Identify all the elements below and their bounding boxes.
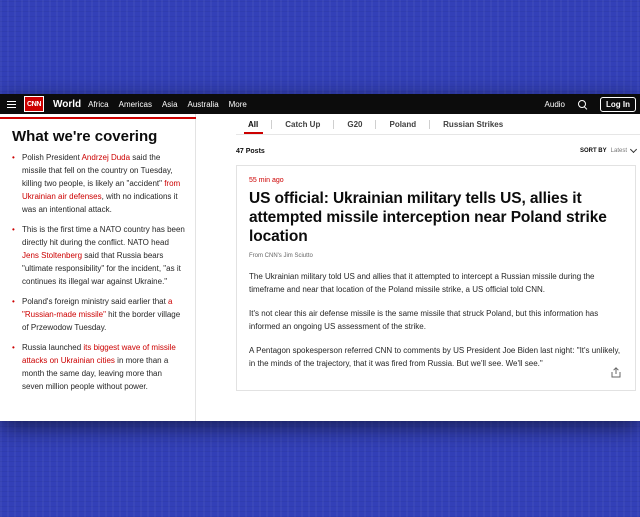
- list-item: • Russia launched its biggest wave of missile attacks on Ukrainian cities in more than a month the same day, leaving more than seven million people without power.: [12, 341, 185, 393]
- tabs-divider: [236, 134, 640, 135]
- posts-count: 47 Posts: [236, 147, 265, 155]
- post-paragraph: The Ukrainian military told US and allies that it attempted to intercept a Russian missile during the timeframe and near that location of the Poland missile strike, a US official told CNN.: [249, 272, 595, 294]
- nav-right: [545, 94, 636, 114]
- covering-sidebar: [0, 114, 196, 421]
- nav-links: [88, 100, 247, 109]
- covering-list: [12, 151, 185, 393]
- tab-catch-up[interactable]: Catch Up: [285, 119, 321, 129]
- post-paragraph: It's not clear this air defense missile is the same missile that struck Poland, but this information has informed an ongoing US assessment of the strike.: [249, 309, 599, 331]
- menu-icon[interactable]: [0, 94, 22, 114]
- covering-title: What we're covering: [12, 128, 158, 145]
- post-card: [236, 165, 636, 391]
- sort-value[interactable]: Latest: [610, 148, 627, 154]
- posts-meta: [236, 146, 640, 156]
- share-icon[interactable]: [611, 367, 621, 378]
- audio-link[interactable]: Audio: [544, 99, 565, 109]
- nav-link-asia[interactable]: Asia: [161, 99, 178, 109]
- sort-label: SORT BY: [579, 148, 607, 154]
- link-jens-stoltenberg[interactable]: Jens Stoltenberg: [22, 251, 83, 260]
- list-item: • This is the first time a NATO country has been directly hit during the conflict. NATO head Jens Stoltenberg said that Russia bears "ultimate responsibility" for the incident, "as it continues its illegal war against Ukraine.": [12, 223, 185, 288]
- live-updates-main: [236, 114, 640, 421]
- nav-link-more[interactable]: More: [228, 99, 247, 109]
- post-timestamp: 55 min ago: [249, 177, 284, 184]
- post-paragraph: A Pentagon spokesperson referred CNN to comments by US President Joe Biden last night: "It's unlikely, in the minds of the trajectory, that it was fired from Russia. But we'll see. We'll see.": [249, 346, 621, 368]
- login-button[interactable]: Log In: [600, 97, 636, 112]
- link-missile-attacks[interactable]: its biggest wave of missile attacks on Ukrainian cities: [22, 343, 176, 365]
- post-headline: US official: Ukrainian military tells US, allies it attempted missile interception near Poland strike location: [249, 190, 607, 245]
- top-nav: [0, 94, 640, 114]
- tab-poland[interactable]: Poland: [389, 119, 417, 129]
- nav-link-australia[interactable]: Australia: [187, 99, 219, 109]
- link-ukrainian-air-defenses[interactable]: from Ukrainian air defenses: [22, 179, 181, 201]
- browser-page: [0, 94, 640, 421]
- list-item: • Polish President Andrzej Duda said the missile that fell on the country on Tuesday, killing two people, is likely an "accident" from Ukrainian air defenses, with no indications it was an intentional attack.: [12, 151, 185, 216]
- chevron-down-icon[interactable]: [630, 146, 637, 153]
- link-andrzej-duda[interactable]: Andrzej Duda: [81, 153, 131, 162]
- post-byline: From CNN's Jim Sciutto: [249, 253, 313, 259]
- tab-russian-strikes[interactable]: Russian Strikes: [443, 119, 504, 129]
- link-russian-made-missile[interactable]: a "Russian-made missile": [22, 297, 173, 319]
- tab-all[interactable]: All: [236, 114, 271, 134]
- list-item: • Poland's foreign ministry said earlier that a "Russian-made missile" hit the border village of Przewodow Tuesday.: [12, 295, 185, 334]
- tab-g20[interactable]: G20: [347, 119, 363, 129]
- nav-link-africa[interactable]: Africa: [88, 99, 109, 109]
- cnn-logo[interactable]: CNN: [24, 96, 44, 112]
- search-icon[interactable]: [577, 99, 588, 110]
- sort-control[interactable]: [580, 148, 636, 154]
- section-title[interactable]: World: [53, 98, 82, 110]
- nav-link-americas[interactable]: Americas: [118, 99, 152, 109]
- sidebar-accent-rule: [0, 117, 196, 119]
- filter-tabs: [236, 114, 640, 134]
